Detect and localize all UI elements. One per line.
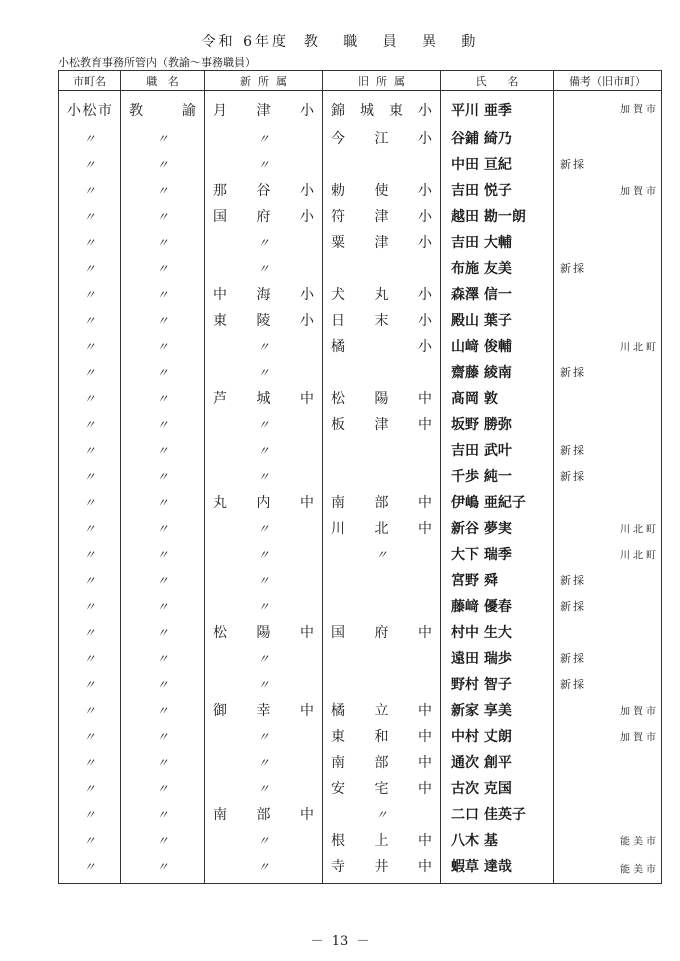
table-header-row (59, 71, 662, 91)
cell-new-school: 芦城中 (205, 385, 323, 411)
cell-new-school: 那谷小 (205, 177, 323, 203)
cell-new-school: 〃 (205, 827, 323, 853)
note-former-city: 加賀市 (620, 732, 659, 744)
header-old-school: 旧 所 属 (323, 71, 441, 91)
cell-city: 〃 (59, 177, 121, 203)
cell-city: 〃 (59, 593, 121, 619)
cell-city: 〃 (59, 645, 121, 671)
note-former-city: 能美市 (620, 864, 659, 876)
cell-city: 〃 (59, 385, 121, 411)
cell-note (554, 281, 662, 307)
cell-position: 〃 (121, 203, 205, 229)
cell-name: 吉田 武叶 (441, 437, 554, 463)
cell-old-school (323, 437, 441, 463)
cell-city: 小松市 (59, 91, 121, 126)
cell-note (554, 489, 662, 515)
cell-city: 〃 (59, 463, 121, 489)
cell-note (554, 593, 662, 619)
cell-note (554, 697, 662, 723)
cell-old-school: 〃 (323, 801, 441, 827)
cell-note (554, 333, 662, 359)
table-row (59, 359, 662, 385)
cell-city: 〃 (59, 125, 121, 151)
cell-note (554, 749, 662, 775)
cell-name: 谷鋪 綺乃 (441, 125, 554, 151)
cell-name: 村中 生大 (441, 619, 554, 645)
cell-old-school (323, 359, 441, 385)
table-row (59, 203, 662, 229)
cell-new-school: 〃 (205, 125, 323, 151)
cell-note (554, 801, 662, 827)
cell-position: 〃 (121, 645, 205, 671)
cell-note (554, 645, 662, 671)
cell-position: 〃 (121, 255, 205, 281)
section-subtitle: 小松教育事務所管内（教諭～事務職員） (58, 56, 256, 69)
cell-name: 布施 友美 (441, 255, 554, 281)
note-new-hire: 新採 (560, 262, 586, 275)
cell-city: 〃 (59, 203, 121, 229)
cell-note (554, 541, 662, 567)
cell-position: 〃 (121, 723, 205, 749)
cell-city: 〃 (59, 515, 121, 541)
cell-name: 大下 瑞季 (441, 541, 554, 567)
cell-name: 蝦草 達哉 (441, 853, 554, 884)
note-new-hire: 新採 (560, 678, 586, 691)
cell-name: 遠田 瑞歩 (441, 645, 554, 671)
header-position: 職 名 (121, 71, 205, 91)
cell-new-school: 〃 (205, 463, 323, 489)
cell-old-school: 根上中 (323, 827, 441, 853)
cell-note (554, 723, 662, 749)
cell-position: 〃 (121, 307, 205, 333)
cell-position: 〃 (121, 385, 205, 411)
table-row (59, 411, 662, 437)
cell-old-school (323, 255, 441, 281)
cell-name: 髙岡 敦 (441, 385, 554, 411)
cell-old-school: 南部中 (323, 749, 441, 775)
cell-old-school: 東和中 (323, 723, 441, 749)
cell-position: 〃 (121, 515, 205, 541)
cell-old-school: 今江小 (323, 125, 441, 151)
cell-position: 〃 (121, 359, 205, 385)
cell-city: 〃 (59, 697, 121, 723)
cell-new-school: 〃 (205, 411, 323, 437)
cell-note (554, 853, 662, 884)
cell-city: 〃 (59, 671, 121, 697)
cell-old-school: 錦城東小 (323, 91, 441, 126)
cell-old-school: 板津中 (323, 411, 441, 437)
table-row (59, 515, 662, 541)
table-row (59, 489, 662, 515)
table-row (59, 463, 662, 489)
cell-old-school: 安宅中 (323, 775, 441, 801)
table-row (59, 775, 662, 801)
personnel-table (58, 70, 662, 884)
cell-name: 新谷 夢実 (441, 515, 554, 541)
cell-position: 〃 (121, 333, 205, 359)
cell-city: 〃 (59, 151, 121, 177)
cell-new-school: 〃 (205, 671, 323, 697)
cell-position: 〃 (121, 125, 205, 151)
cell-old-school (323, 151, 441, 177)
cell-note (554, 437, 662, 463)
note-former-city: 川北町 (620, 524, 659, 536)
page-title: 令和 6年度 教 職 員 異 動 (201, 34, 479, 50)
cell-city: 〃 (59, 359, 121, 385)
cell-position: 〃 (121, 593, 205, 619)
cell-position: 〃 (121, 567, 205, 593)
cell-position: 〃 (121, 671, 205, 697)
cell-note (554, 203, 662, 229)
table-row (59, 645, 662, 671)
cell-name: 吉田 大輔 (441, 229, 554, 255)
table-row (59, 177, 662, 203)
cell-new-school: 〃 (205, 229, 323, 255)
cell-old-school: 寺井中 (323, 853, 441, 884)
table-row (59, 619, 662, 645)
note-former-city: 川北町 (620, 550, 659, 562)
table-row (59, 307, 662, 333)
cell-new-school: 松陽中 (205, 619, 323, 645)
cell-position: 〃 (121, 437, 205, 463)
cell-city: 〃 (59, 437, 121, 463)
cell-note (554, 671, 662, 697)
cell-name: 中村 丈朗 (441, 723, 554, 749)
cell-note (554, 567, 662, 593)
cell-position: 〃 (121, 281, 205, 307)
cell-new-school: 〃 (205, 437, 323, 463)
note-former-city: 川北町 (620, 342, 659, 354)
cell-new-school: 〃 (205, 645, 323, 671)
cell-name: 二口 佳英子 (441, 801, 554, 827)
cell-name: 齋藤 綾南 (441, 359, 554, 385)
cell-city: 〃 (59, 229, 121, 255)
note-new-hire: 新採 (560, 470, 586, 483)
cell-new-school: 月津小 (205, 91, 323, 126)
table-row (59, 229, 662, 255)
cell-position: 〃 (121, 177, 205, 203)
cell-note (554, 411, 662, 437)
cell-note (554, 619, 662, 645)
cell-old-school: 粟津小 (323, 229, 441, 255)
cell-note (554, 775, 662, 801)
table-row (59, 125, 662, 151)
cell-city: 〃 (59, 281, 121, 307)
cell-position: 〃 (121, 411, 205, 437)
cell-old-school: 南部中 (323, 489, 441, 515)
cell-old-school: 日末小 (323, 307, 441, 333)
table-row (59, 853, 662, 884)
cell-position: 〃 (121, 749, 205, 775)
cell-name: 越田 勘一朗 (441, 203, 554, 229)
table-row (59, 801, 662, 827)
cell-new-school: 〃 (205, 255, 323, 281)
cell-city: 〃 (59, 541, 121, 567)
table-row (59, 541, 662, 567)
cell-position: 〃 (121, 151, 205, 177)
cell-position: 〃 (121, 697, 205, 723)
header-note: 備考（旧市町） (554, 71, 662, 91)
cell-note (554, 125, 662, 151)
cell-old-school (323, 671, 441, 697)
cell-city: 〃 (59, 619, 121, 645)
cell-name: 森澤 信一 (441, 281, 554, 307)
cell-note (554, 827, 662, 853)
table-row (59, 385, 662, 411)
cell-note (554, 385, 662, 411)
table-row (59, 567, 662, 593)
cell-city: 〃 (59, 775, 121, 801)
cell-name: 藤﨑 優春 (441, 593, 554, 619)
cell-old-school: 橘立中 (323, 697, 441, 723)
cell-new-school: 〃 (205, 333, 323, 359)
cell-old-school: 松陽中 (323, 385, 441, 411)
cell-new-school: 〃 (205, 567, 323, 593)
table-row (59, 437, 662, 463)
cell-new-school: 中海小 (205, 281, 323, 307)
cell-city: 〃 (59, 567, 121, 593)
cell-note (554, 463, 662, 489)
cell-name: 平川 亜季 (441, 91, 554, 126)
note-new-hire: 新採 (560, 444, 586, 457)
header-city: 市町名 (59, 71, 121, 91)
cell-name: 千歩 純一 (441, 463, 554, 489)
cell-new-school: 国府小 (205, 203, 323, 229)
table-row (59, 671, 662, 697)
table-row (59, 593, 662, 619)
cell-old-school: 川北中 (323, 515, 441, 541)
cell-new-school: 〃 (205, 723, 323, 749)
cell-name: 吉田 悦子 (441, 177, 554, 203)
cell-name: 宮野 舜 (441, 567, 554, 593)
table-row (59, 697, 662, 723)
cell-position: 教諭 (121, 91, 205, 126)
cell-note (554, 359, 662, 385)
table-row (59, 749, 662, 775)
cell-city: 〃 (59, 307, 121, 333)
cell-new-school: 御幸中 (205, 697, 323, 723)
cell-old-school (323, 645, 441, 671)
cell-city: 〃 (59, 801, 121, 827)
table-row (59, 827, 662, 853)
cell-note (554, 307, 662, 333)
cell-old-school: 勅使小 (323, 177, 441, 203)
cell-name: 中田 亘紀 (441, 151, 554, 177)
cell-old-school (323, 463, 441, 489)
cell-note (554, 177, 662, 203)
cell-note (554, 151, 662, 177)
cell-note (554, 229, 662, 255)
cell-old-school (323, 593, 441, 619)
table-body (59, 91, 662, 884)
cell-city: 〃 (59, 827, 121, 853)
note-former-city: 加賀市 (620, 186, 659, 198)
cell-note (554, 515, 662, 541)
cell-name: 伊嶋 亜紀子 (441, 489, 554, 515)
cell-name: 殿山 葉子 (441, 307, 554, 333)
cell-city: 〃 (59, 489, 121, 515)
cell-city: 〃 (59, 411, 121, 437)
cell-new-school: 〃 (205, 541, 323, 567)
cell-new-school: 丸内中 (205, 489, 323, 515)
note-former-city: 能美市 (620, 836, 659, 848)
cell-position: 〃 (121, 489, 205, 515)
note-new-hire: 新採 (560, 158, 586, 171)
cell-name: 八木 基 (441, 827, 554, 853)
cell-name: 野村 智子 (441, 671, 554, 697)
cell-city: 〃 (59, 853, 121, 884)
cell-old-school (323, 567, 441, 593)
cell-old-school: 犬丸小 (323, 281, 441, 307)
table-row (59, 333, 662, 359)
cell-name: 山﨑 俊輔 (441, 333, 554, 359)
note-new-hire: 新採 (560, 600, 586, 613)
cell-old-school: 符津小 (323, 203, 441, 229)
cell-city: 〃 (59, 723, 121, 749)
header-new-school: 新 所 属 (205, 71, 323, 91)
cell-name: 通次 創平 (441, 749, 554, 775)
cell-city: 〃 (59, 749, 121, 775)
cell-city: 〃 (59, 333, 121, 359)
note-new-hire: 新採 (560, 574, 586, 587)
cell-new-school: 東陵小 (205, 307, 323, 333)
cell-new-school: 〃 (205, 593, 323, 619)
table-row (59, 281, 662, 307)
cell-new-school: 〃 (205, 775, 323, 801)
cell-city: 〃 (59, 255, 121, 281)
cell-position: 〃 (121, 619, 205, 645)
page-number: － 13 － (310, 934, 370, 949)
cell-new-school: 〃 (205, 359, 323, 385)
note-new-hire: 新採 (560, 652, 586, 665)
cell-old-school: 橘小 (323, 333, 441, 359)
cell-old-school: 〃 (323, 541, 441, 567)
cell-old-school: 国府中 (323, 619, 441, 645)
cell-name: 新家 享美 (441, 697, 554, 723)
cell-new-school: 〃 (205, 749, 323, 775)
cell-position: 〃 (121, 229, 205, 255)
note-former-city: 加賀市 (620, 104, 659, 116)
cell-position: 〃 (121, 775, 205, 801)
cell-new-school: 〃 (205, 151, 323, 177)
cell-position: 〃 (121, 827, 205, 853)
note-former-city: 加賀市 (620, 706, 659, 718)
cell-name: 坂野 勝弥 (441, 411, 554, 437)
table-row (59, 255, 662, 281)
cell-position: 〃 (121, 853, 205, 884)
cell-position: 〃 (121, 801, 205, 827)
table-row (59, 91, 662, 126)
cell-note (554, 91, 662, 126)
table-row (59, 151, 662, 177)
note-new-hire: 新採 (560, 366, 586, 379)
table-row (59, 723, 662, 749)
cell-new-school: 〃 (205, 515, 323, 541)
cell-position: 〃 (121, 463, 205, 489)
header-name: 氏 名 (441, 71, 554, 91)
cell-note (554, 255, 662, 281)
cell-new-school: 〃 (205, 853, 323, 884)
cell-position: 〃 (121, 541, 205, 567)
cell-name: 古次 克国 (441, 775, 554, 801)
cell-new-school: 南部中 (205, 801, 323, 827)
